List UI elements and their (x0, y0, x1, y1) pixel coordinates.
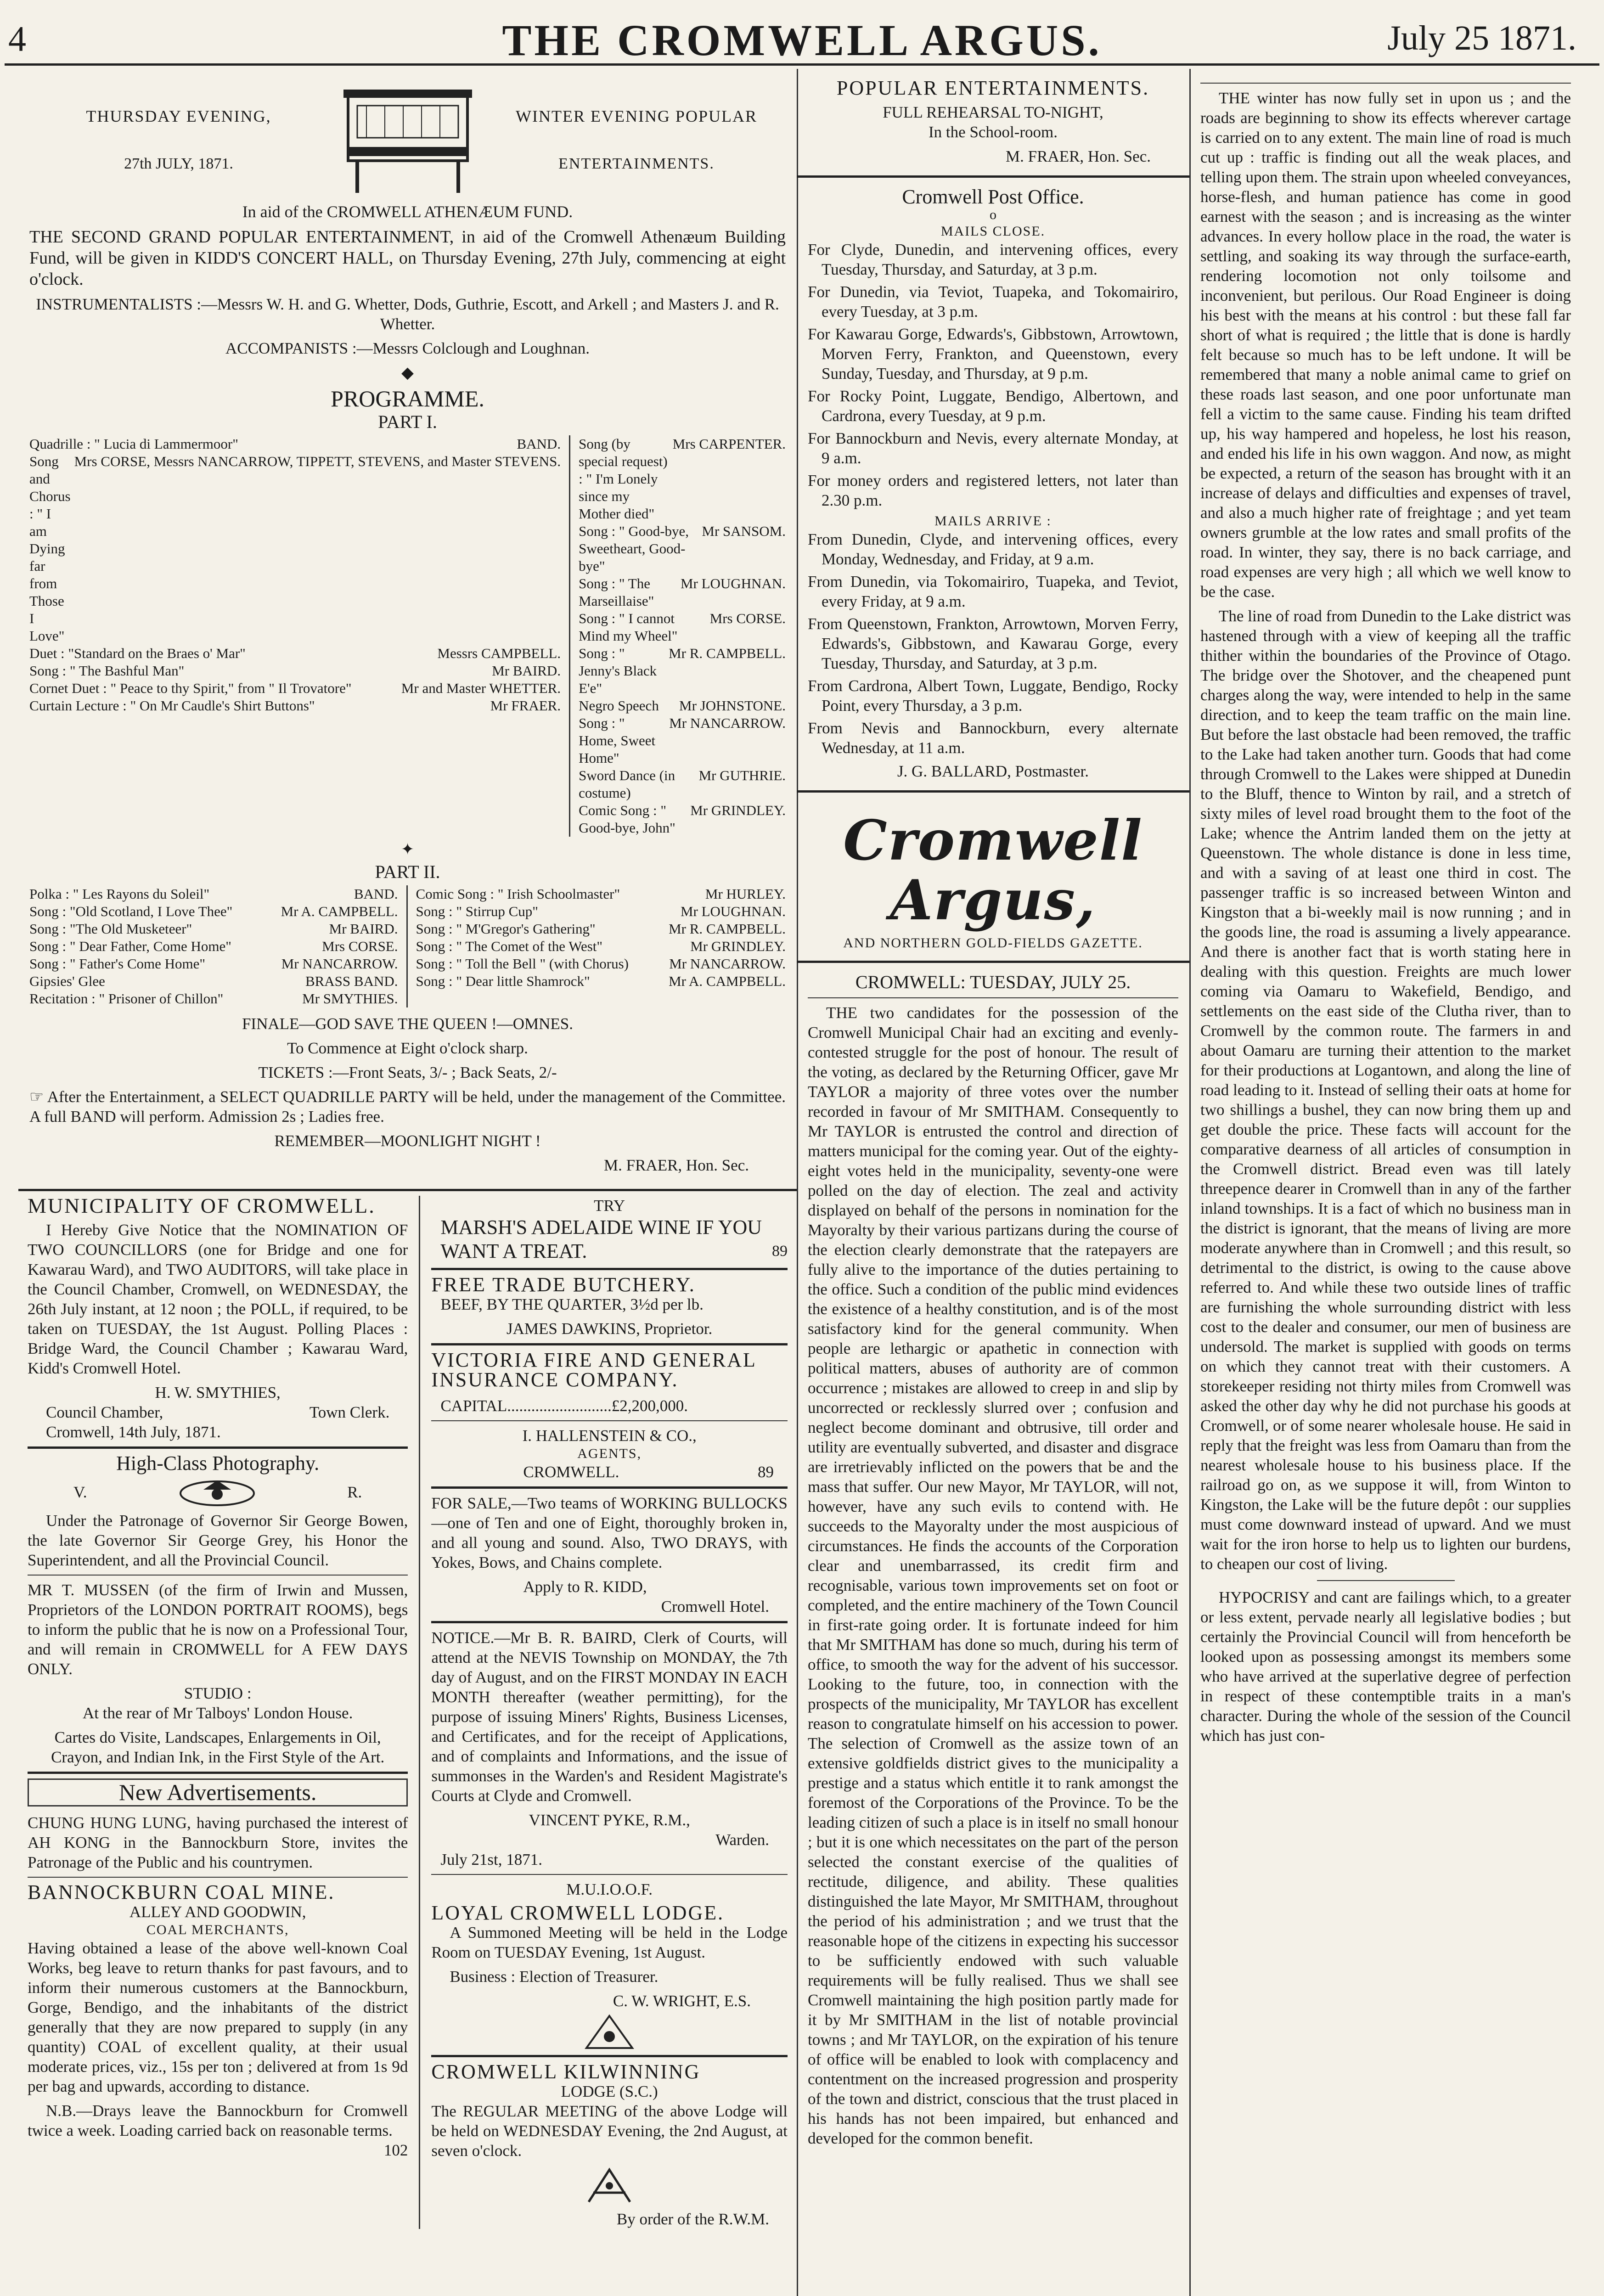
rule (797, 175, 1189, 178)
programme-item-title: Song : " Toll the Bell " (with Chorus) (416, 956, 629, 972)
part1-programme (29, 435, 786, 837)
entertainment-advert (18, 73, 797, 1184)
programme-item-performer: Mr LOUGHNAN. (680, 903, 786, 919)
issue-date: July 25 1871. (1387, 19, 1576, 57)
ent-signature: M. FRAER, Hon. Sec. (604, 1156, 749, 1174)
programme-item (29, 938, 398, 955)
programme-item (29, 435, 561, 453)
newspaper-title: THE CROMWELL ARGUS. (502, 16, 1102, 65)
programme-item (579, 802, 786, 837)
programme-item-performer: Mrs CORSE. (322, 938, 398, 954)
new-advertisements (28, 1778, 408, 2159)
studio-title: STUDIO : (184, 1684, 252, 1702)
lodge-signature: C. W. WRIGHT, E.S. (613, 1992, 751, 2010)
rule (431, 1268, 788, 1270)
coal-role: COAL MERCHANTS, (146, 1922, 289, 1937)
programme-item (579, 523, 786, 575)
programme-item-performer: Mr BAIRD. (492, 663, 561, 679)
programme-title: PROGRAMME. (331, 386, 484, 411)
mails-arrive-list (808, 529, 1178, 758)
programme-item-title: Song : " M'Gregor's Gathering" (416, 921, 596, 937)
pointing-hand-icon: ☞ (29, 1088, 47, 1106)
kilwinning-body: The REGULAR MEETING of the above Lodge will be held on WEDNESDAY Evening, the 2nd August, at seven o'clock. (431, 2102, 788, 2160)
popular-entertainments (797, 73, 1189, 171)
programme-item-title: Song : " The Marseillaise" (579, 575, 654, 609)
ent-series: WINTER EVENING POPULAR (516, 107, 757, 125)
ent-date: 27th JULY, 1871. (124, 155, 233, 172)
photography-advert (28, 1453, 408, 1767)
right-subcolumn (420, 1196, 797, 2229)
popular-rehearsal: FULL REHEARSAL TO-NIGHT, (883, 103, 1103, 121)
coal-nb-text: N.B.—Drays leave the Bannockburn for Cromwell twice a week. Loading carried back on reasonable terms. (28, 2102, 408, 2139)
coal-ref: 102 (383, 2141, 408, 2159)
column-middle (797, 73, 1189, 2157)
part2-right-list (408, 885, 786, 1007)
programme-item-title: Song : "The Old Musketeer" (29, 921, 192, 937)
photography-v: V. (73, 1483, 87, 1501)
municipality-place: Council Chamber, (46, 1403, 163, 1421)
wine-ref: 89 (772, 1243, 788, 1260)
kilwinning-subtitle: LODGE (S.C.) (561, 2082, 658, 2100)
rule (797, 961, 1189, 963)
photography-patronage: Under the Patronage of Governor Sir George Bowen, the late Governor Sir George Grey, his Honor the Superintendent, and all the Provincial Council. (28, 1512, 408, 1569)
wine-try: TRY (594, 1197, 625, 1215)
courts-signature: VINCENT PYKE, R.M., (529, 1811, 690, 1829)
programme-item (416, 955, 786, 973)
post-divider: o (990, 207, 996, 222)
mail-schedule-item: From Queenstown, Frankton, Arrowtown, Morven Ferry, Edwards's, Gibbstown, and Kawarau Gorge, every Tuesday, Thursday, and Saturday, at 3 p.m. (808, 615, 1178, 672)
programme-item-title: Duet : "Standard on the Braes o' Mar" (29, 645, 246, 661)
part1-right-list (570, 435, 786, 837)
ent-accompanists: ACCOMPANISTS :—Messrs Colclough and Loughnan. (225, 339, 590, 357)
insurance-ref: 89 (758, 1463, 774, 1481)
thin-rule (808, 997, 1178, 998)
page-number: 4 (8, 19, 26, 59)
programme-item-title: Gipsies' Glee (29, 973, 105, 989)
programme-item (29, 973, 398, 990)
municipality-body: I Hereby Give Notice that the NOMINATION OF TWO COUNCILLORS (one for Bridge and one for Kawarau Ward), and TWO AUDITORS, will take place in the Council Chamber, Cromwell, on WEDNESDAY, the 26th July instant, at 12 noon ; the POLL, if required, to be taken on TUESDAY, the 1st August. Polling Places : Bridge Ward, the Council Chamber ; Kawarau Ward, Kidd's Cromwell Hotel. (28, 1221, 408, 1377)
programme-item-performer: Mr GUTHRIE. (698, 767, 786, 783)
column-left (18, 73, 797, 2229)
ent-day: THURSDAY EVENING, (86, 107, 271, 125)
photography-cartes: Cartes do Visite, Landscapes, Enlargements in Oil, Crayon, and Indian Ink, in the First Style of the Art. (51, 1728, 385, 1766)
mail-schedule-item: From Dunedin, via Tokomairiro, Tuapeka, and Teviot, every Friday, at 9 a.m. (808, 573, 1178, 610)
thin-rule (431, 1420, 788, 1421)
programme-item-title: Song : " Father's Come Home" (29, 956, 206, 972)
programme-item-performer: Mr JOHNSTONE. (679, 698, 786, 714)
mail-schedule-item: For Rocky Point, Luggate, Bendigo, Albertown, and Cardrona, every Tuesday, at 9 p.m. (808, 387, 1178, 425)
part2-programme (29, 885, 786, 1007)
mail-schedule-item: For Bannockburn and Nevis, every alternate Monday, at 9 a.m. (808, 429, 1178, 467)
programme-item (29, 920, 398, 938)
programme-item (416, 920, 786, 938)
programme-item-title: Recitation : " Prisoner of Chillon" (29, 990, 224, 1007)
mails-arrive-title: MAILS ARRIVE : (934, 513, 1052, 529)
masthead (0, 0, 1604, 69)
insurance-advert (431, 1350, 788, 1482)
programme-item-title: Quadrille : " Lucia di Lammermoor" (29, 436, 238, 452)
programme-item-performer: BRASS BAND. (305, 973, 398, 989)
rule (431, 1621, 788, 1623)
masonic-emblem-icon (431, 2165, 788, 2206)
programme-item-performer: Mr R. CAMPBELL. (669, 921, 786, 937)
programme-item-performer: Mr SANSOM. (702, 523, 786, 539)
quadrille-text: After the Entertainment, a SELECT QUADRILLE PARTY will be held, under the management of the Committee. A full BAND will perform. Admission 2s ; Ladies free. (29, 1088, 786, 1125)
lodge-title: LOYAL CROMWELL LODGE. (431, 1902, 725, 1924)
left-subcolumn (18, 1196, 420, 2229)
remember: REMEMBER—MOONLIGHT NIGHT ! (274, 1132, 541, 1150)
popular-location: In the School-room. (929, 123, 1058, 141)
editorial-text-3: The line of road from Dunedin to the Lake district was hastened through with a view of keeping all the traffic thither within the boundaries of the Province of Otago. The bridge over the Shotover, and the cheapened punt charges along the way, were intended to help in the same direction, and to keep the team traffic on the main line. But before the last obstacle had been removed, the traffic to the Lake had taken another turn. Goods that had come through Cromwell to the Lakes were shipped at Dunedin to the Bluff, thence to Winton by rail, and a stretch of sixty miles of level road brought them to the foot of the Lake; whence the Antrim landed them on the jetty at Queenstown. The whole distance is done in less time, and with a saving of at least one third in cost. The passenger traffic is so increased between Winton and Kingston that a bi-weekly mail is now running ; and in the goods line, the road is assuming a lively appearance. And there is another fact that is worth stating here in dealing with this question. Freights are much lower coming via Oamaru to Wakefield, Bendigo, and settlements on the east side of the Clutha river, than to Cromwell by the common route. The farmers in and about Oamaru are turning their attention to the market for their productions at Logantown, and along the line of road leading to it. Instead of selling their oats at home for two shillings a bushel, they can now bring them up and get double the price. These facts will account for the comparative dearness of all articles of consumption in the Cromwell district. Bread even was till lately threepence dearer in Cromwell than in any of the farther inland townships. It is a fact of which no business man in the district is ignorant, that the means of living are more moderate anywhere than in Cromwell ; and this result, so detrimental to the district, is owing to the cause above referred to. And while these two outside lines of traffic are furnishing the whole surrounding district with less cost to the dealer and consumer, our men of business are undersold. The market is supplied with goods on terms on which they cannot treat with their customers. A storekeeper residing not thirty miles from Cromwell was asked the other day why he did not purchase his goods at Cromwell, or of some nearer wholesale house. He said in reply that the freight was less from Oamaru than from the nearest wholesale house to his business place. If the railroad go on, as we suppose it will, from Winton to Kingston, the Lake will be the future depôt : our supplies must come downward instead of upward. And we must wait for the iron horse to help us to lighten our burdens, to cheapen our cost of living. (1200, 607, 1571, 1573)
rule (28, 1446, 408, 1449)
coal-title: BANNOCKBURN COAL MINE. (28, 1881, 335, 1903)
programme-item (29, 990, 398, 1007)
programme-item-title: Song (by special request) : " I'm Lonely since my Mother died" (579, 436, 668, 522)
lodge-business: Business : Election of Treasurer. (450, 1968, 658, 1986)
programme-item (579, 645, 786, 697)
programme-item (579, 575, 786, 610)
programme-item-performer: Mr R. CAMPBELL. (669, 645, 786, 661)
mail-schedule-item: For Dunedin, via Teviot, Tuapeka, and Tokomairiro, every Tuesday, at 3 p.m. (808, 283, 1178, 321)
part2-left-list (29, 885, 408, 1007)
photography-title: High-Class Photography. (116, 1452, 320, 1474)
programme-item-performer: Messrs CAMPBELL. (437, 645, 561, 661)
programme-item-title: Polka : " Les Rayons du Soleil" (29, 886, 210, 902)
photography-body: MR T. MUSSEN (of the firm of Irwin and Mussen, Proprietors of the LONDON PORTRAIT ROOMS), begs to inform the public that he is now on a Professional Tour, and will remain in CROMWELL for A FEW DAYS ONLY. (28, 1581, 408, 1678)
programme-item-title: Song : "Old Scotland, I Love Thee" (29, 903, 233, 919)
ent-announcement: THE SECOND GRAND POPULAR ENTERTAINMENT, in aid of the Cromwell Athenæum Building Fund, will be given in KIDD'S CONCERT HALL, on Thursday Evening, 27th July, commencing at eight o'clock. (29, 227, 786, 289)
short-rule (1317, 1580, 1455, 1581)
programme-item-performer: Mr NANCARROW. (281, 956, 398, 972)
part2-title: PART II. (375, 861, 440, 882)
programme-item-title: Song : " The Comet of the West" (416, 938, 603, 954)
municipality-date: Cromwell, 14th July, 1871. (46, 1423, 221, 1441)
rule (797, 790, 1189, 793)
rule (18, 1189, 797, 1191)
courts-body: NOTICE.—Mr B. R. BAIRD, Clerk of Courts, will attend at the NEVIS Township on MONDAY, the 7th day of August, and on the FIRST MONDAY IN EACH MONTH thereafter (weather permitting), for the purpose of issuing Miners' Rights, Business Licenses, and Certificates, and for the receipt of Applications, and of complaints and Informations, and the issue of summonses in the Warden's and Resident Magistrate's Courts at Clyde and Cromwell. (431, 1629, 788, 1805)
programme-item-performer: Mr A. CAMPBELL. (669, 973, 786, 989)
municipality-name: H. W. SMYTHIES, (155, 1384, 281, 1401)
butchery-advert (431, 1275, 788, 1339)
programme-item (579, 435, 786, 523)
butchery-signature: JAMES DAWKINS, Proprietor. (507, 1320, 713, 1338)
programme-item (29, 680, 561, 697)
butchery-body: BEEF, BY THE QUARTER, 3½d per lb. (440, 1295, 704, 1313)
insurance-agents-label: AGENTS, (577, 1446, 642, 1461)
programme-item (29, 697, 561, 715)
programme-item-performer: Mr HURLEY. (705, 886, 786, 902)
programme-item-title: Song : " Jenny's Black E'e" (579, 645, 657, 696)
postmaster-signature: J. G. BALLARD, Postmaster. (897, 762, 1089, 780)
programme-item-title: Song : " Good-bye, Sweetheart, Good-bye" (579, 523, 689, 574)
programme-item-title: Sword Dance (in costume) (579, 767, 675, 801)
new-ads-title: New Advertisements. (28, 1778, 408, 1806)
part1-title: PART I. (378, 411, 437, 432)
coal-names: ALLEY AND GOODWIN, (129, 1903, 306, 1921)
editorial-text-1: THE two candidates for the possession of the Cromwell Municipal Chair had an exciting and evenly-contested struggle for the post of honour. The result of the voting, as declared by the Returning Officer, gave Mr TAYLOR a majority of three votes over the number recorded in favour of Mr SMITHAM. Consequently to Mr TAYLOR is entrusted the control and direction of matters municipal for the coming year. Out of the eighty-eight votes held in the municipality, seventy-one were polled on the day of election. The zeal and activity displayed on behalf of the persons in nomination for the Mayoralty by their various partizans during the course of the election clearly demonstrate that the ratepayers are fully alive to the importance of the duties pertaining to the office. Such a condition of the public mind evidences the existence of a healthy constitution, and is of the most satisfactory kind for the general community. When people are lethargic or apathetic in connection with political matters, abuses of authority are of common occurrence ; mistakes are allowed to creep in and slip by uncorrected or recklessly slurred over ; confusion and neglect become dominant and obtrusive, till order and utility are eventually subverted, and disaster and disgrace are irretrievably inflicted on the powers that be and the mass that suffer. Our new Mayor, Mr TAYLOR, will not, however, have any such evils to contend with. He succeeds to the Mayoralty under the most auspicious of circumstances. He finds the accounts of the Corporation clear and unembarrassed, its credit firm and recognisable, various town improvements set on foot or completed, and the entire machinery of the Town Council in first-rate going order. It is fortunate indeed for him that Mr SMITHAM has done so much, during his term of office, to smooth the way for the advent of his successor. Looking to the future, too, in connection with the prospects of the municipality, Mr TAYLOR has excellent reason to congratulate himself on his accession to power. The selection of Cromwell as the assize town of an extensive goldfields district gives to the municipality a prestige and a status which entitle it to rank amongst the foremost of the Corporations of the Province. To be the leading citizen of such a place is in itself no small honour ; but it is one which necessitates on the part of the person selected the constant exercise of the qualities of rectitude, diligence, and ability. These qualities distinguished the late Mayor, Mr SMITHAM, throughout the period of his administration ; and we trust that the reasonable hope of the citizens in expecting his successor to be sufficiently endowed with such valuable requirements will be fully realised. Thus we shall see Cromwell maintaining the high position partly made for it by Mr SMITHAM in the list of notable provincial towns ; and Mr TAYLOR, on the expiration of his tenure of office will be enabled to look with complacency and contentment on the increased progression and prosperity of the town and district, conscious that the trust placed in his hands has not been impaired, but enhanced and developed for the common benefit. (808, 1004, 1178, 2147)
studio-location: At the rear of Mr Talboys' London House. (82, 1704, 353, 1722)
programme-item-performer: Mr GRINDLEY. (690, 802, 786, 818)
butchery-title: FREE TRADE BUTCHERY. (431, 1273, 696, 1296)
programme-item (29, 955, 398, 973)
sale-apply: Apply to R. KIDD, (523, 1578, 647, 1596)
editorial-text-2: THE winter has now fully set in upon us ; and the roads are beginning to show its effects wherever cartage is carried on to any extent. The main line of road is much cut up : traffic is finding out all the weak places, and telling upon them. The strain upon wheeled conveyances, horse-flesh, and human patience has come in good earnest with the season ; and is increasing as the winter advances. In every hollow place in the road, the water is settling, and soaking its way through the surface-earth, rendering locomotion not only toilsome and inconvenient, but perilous. Our Road Engineer is doing his best with the means at his control : but these fall far short of what is required ; the little that is done is hardly felt because so much has to be left undone. It will be remembered that many a noble animal came to grief on these roads last season, and one poor unfortunate man fell a victim to the same cause. Finding his team drifted up, his way hampered and hopeless, he lost his reason, and ended his life in his own waggon. And now, as might be expected, a return of the season has brought with it an increase of delays and difficulties and expenses of travel, and also a much higher rate of freightage ; and yet team owners grumble at the low rates and small profits of the road. In winter, they say, there is no back carriage, and road expenses are very high ; all which we well know to be the case. (1200, 89, 1571, 601)
programme-item (579, 767, 786, 802)
rule (431, 2055, 788, 2057)
coal-body: Having obtained a lease of the above well-known Coal Works, beg leave to return thanks for past favours, and to inform their numerous customers at the Bannockburn, Gorge, Bendigo, and the inhabitants of the district generally that they are now prepared to supply (in any quantity) COAL of excellent quality, at their usual moderate prices, viz., 15s per ton ; delivered at from 1s 9d per bag and upwards, according to distance. (28, 1939, 408, 2095)
programme-item-performer: Mr LOUGHNAN. (680, 575, 786, 591)
muioof: M.U.I.O.O.F. (566, 1880, 653, 1898)
programme-item-performer: Mr NANCARROW. (669, 956, 786, 972)
sale-body: FOR SALE,—Two teams of WORKING BULLOCKS—one of Ten and one of Eight, thoroughly broken in, and all young and sound. Also, TWO DRAYS, with Yokes, Bows, and Chains complete. (431, 1494, 788, 1571)
piano-illustration (339, 83, 477, 197)
rule (431, 1486, 788, 1489)
programme-item-title: Comic Song : " Good-bye, John" (579, 802, 675, 836)
mail-schedule-item: From Cardrona, Albert Town, Luggate, Bendigo, Rocky Point, every Thursday, a 3 p.m. (808, 677, 1178, 715)
masthead-rule (5, 63, 1599, 66)
ent-instrumentalists: INSTRUMENTALISTS :—Messrs W. H. and G. Whetter, Dods, Guthrie, Escott, and Arkell ; and Masters J. and R. Whetter. (36, 295, 779, 333)
ent-series-sub: ENTERTAINMENTS. (558, 155, 715, 172)
programme-item-title: Song : " Dear little Shamrock" (416, 973, 590, 989)
programme-item (29, 662, 561, 680)
programme-item (29, 885, 398, 903)
kilwinning-title: CROMWELL KILWINNING (431, 2060, 701, 2083)
sale-hotel: Cromwell Hotel. (661, 1598, 769, 1615)
mail-schedule-item: From Dunedin, Clyde, and intervening offices, every Monday, Wednesday, and Friday, at 9 a.m. (808, 530, 1178, 568)
wine-title (431, 1216, 788, 1263)
courts-role: Warden. (715, 1831, 769, 1849)
kilwinning-signature: By order of the R.W.M. (616, 2210, 769, 2228)
programme-item-performer: Mrs CARPENTER. (672, 436, 786, 452)
ornament-divider-2: ✦ (400, 840, 415, 858)
programme-item-title: Song and Chorus : " I am Dying far from Those I Love" (29, 453, 71, 644)
lodge-body: A Summoned Meeting will be held in the Lodge Room on TUESDAY Evening, 1st August. (431, 1924, 788, 1961)
editorial (797, 968, 1189, 2157)
wine-text: MARSH'S ADELAIDE WINE IF YOU WANT A TREAT. (440, 1216, 762, 1262)
programme-item-performer: Mrs CORSE, Messrs NANCARROW, TIPPETT, STEVENS, and Master STEVENS. (74, 453, 561, 469)
municipality-notice (28, 1196, 408, 1442)
programme-item-performer: Mr NANCARROW. (669, 715, 786, 731)
ornament-divider: ◆ (401, 364, 414, 382)
insurance-capital: CAPITAL..........................£2,200,000. (440, 1397, 688, 1415)
coal-nb (28, 2101, 408, 2159)
programme-item (416, 903, 786, 920)
rule (28, 1772, 408, 1774)
programme-item-performer: Mr BAIRD. (329, 921, 398, 937)
popular-signature: M. FRAER, Hon. Sec. (1006, 147, 1151, 165)
editorial-continued (1189, 73, 1582, 1755)
royal-crest-icon (176, 1476, 259, 1508)
left-lower-section (18, 1196, 797, 2229)
programme-item-performer: Mr A. CAMPBELL. (281, 903, 398, 919)
post-title: Cromwell Post Office. (902, 186, 1084, 208)
lodge-emblem-icon (431, 2014, 788, 2050)
kilwinning-notice (431, 2062, 788, 2229)
ent-aid: In aid of the CROMWELL ATHENÆUM FUND. (242, 203, 573, 221)
programme-item (416, 938, 786, 955)
part1-left-list (29, 435, 570, 837)
argus-subtitle: AND NORTHERN GOLD-FIELDS GAZETTE. (843, 935, 1143, 951)
programme-item (579, 610, 786, 645)
thin-rule (1200, 83, 1571, 84)
programme-item-performer: Mr GRINDLEY. (690, 938, 786, 954)
courts-date: July 21st, 1871. (440, 1851, 543, 1868)
popular-title: POPULAR ENTERTAINMENTS. (836, 77, 1150, 99)
programme-item-title: Song : " The Bashful Man" (29, 663, 185, 679)
mail-schedule-item: For Clyde, Dunedin, and intervening offices, every Tuesday, Thursday, and Saturday, at 3 p.m. (808, 241, 1178, 278)
programme-item-performer: Mr FRAER. (490, 698, 561, 714)
finale: FINALE—GOD SAVE THE QUEEN !—OMNES. (242, 1015, 574, 1033)
programme-item-performer: Mr SMYTHIES. (302, 990, 398, 1007)
argus-nameplate (797, 797, 1189, 956)
commence: To Commence at Eight o'clock sharp. (287, 1039, 528, 1057)
courts-notice (431, 1628, 788, 1869)
mail-schedule-item: For Kawarau Gorge, Edwards's, Gibbstown, Arrowtown, Morven Ferry, Frankton, and Queenstown, every Sunday, Tuesday, and Thursday, at 9 p.m. (808, 325, 1178, 383)
mails-close-title: MAILS CLOSE. (940, 224, 1046, 239)
rule (431, 1343, 788, 1345)
wine-advert (431, 1196, 788, 1263)
lodge-notice (431, 1880, 788, 2050)
programme-item-performer: Mrs CORSE. (709, 610, 786, 626)
programme-item (29, 453, 561, 645)
chung-advert: CHUNG HUNG LUNG, having purchased the interest of AH KONG in the Bannockburn Store, invites the Patronage of the Public and his countrymen. (28, 1814, 408, 1871)
programme-item-title: Curtain Lecture : " On Mr Caudle's Shirt Buttons" (29, 698, 315, 714)
mail-schedule-item: For money orders and registered letters, not later than 2.30 p.m. (808, 472, 1178, 509)
programme-item (29, 903, 398, 920)
programme-item (579, 697, 786, 715)
thin-rule (431, 1874, 788, 1875)
municipality-role: Town Clerk. (309, 1403, 390, 1421)
programme-item-title: Song : " Home, Sweet Home" (579, 715, 656, 766)
programme-item-title: Negro Speech (579, 698, 659, 714)
thin-rule (28, 1575, 408, 1576)
programme-item-performer: BAND. (517, 436, 561, 452)
programme-item-title: Comic Song : " Irish Schoolmaster" (416, 886, 620, 902)
insurance-title: VICTORIA FIRE AND GENERAL INSURANCE COMPANY. (431, 1349, 756, 1391)
programme-item-title: Cornet Duet : " Peace to thy Spirit," from " Il Trovatore" (29, 680, 352, 696)
insurance-agent: I. HALLENSTEIN & CO., (522, 1427, 697, 1445)
quadrille-notice (29, 1087, 786, 1126)
programme-item (416, 885, 786, 903)
programme-item-title: Song : " Stirrup Cup" (416, 903, 538, 919)
programme-item-title: Song : " I cannot Mind my Wheel" (579, 610, 678, 644)
sale-advert (431, 1493, 788, 1616)
tickets: TICKETS :—Front Seats, 3/- ; Back Seats, 2/- (258, 1064, 557, 1081)
mail-schedule-item: From Nevis and Bannockburn, every alternate Wednesday, at 11 a.m. (808, 719, 1178, 757)
programme-item-title: Song : " Dear Father, Come Home" (29, 938, 231, 954)
column-right (1189, 73, 1582, 1755)
post-office (797, 182, 1189, 786)
programme-item-performer: Mr and Master WHETTER. (401, 680, 561, 696)
programme-item (29, 645, 561, 662)
argus-title: Cromwell Argus, (843, 808, 1143, 933)
editorial-text-4: HYPOCRISY and cant are failings which, to a greater or less extent, pervade nearly all legislative bodies ; but certainly the Provincial Council will from henceforth be looked upon as possessing amongst its members some who have arrived at the superlative degree of perfection in respect of these contemptible traits in a man's character. During the whole of the session of the Council which has just con- (1200, 1588, 1571, 1745)
editorial-date: CROMWELL: TUESDAY, JULY 25. (855, 972, 1131, 992)
insurance-town: CROMWELL. (523, 1463, 619, 1481)
programme-item (416, 973, 786, 990)
mails-close-list (808, 240, 1178, 510)
photography-r: R. (347, 1483, 362, 1501)
municipality-title: MUNICIPALITY OF CROMWELL. (28, 1194, 376, 1217)
thin-rule (28, 1877, 408, 1878)
programme-item-performer: BAND. (354, 886, 398, 902)
programme-item (579, 715, 786, 767)
